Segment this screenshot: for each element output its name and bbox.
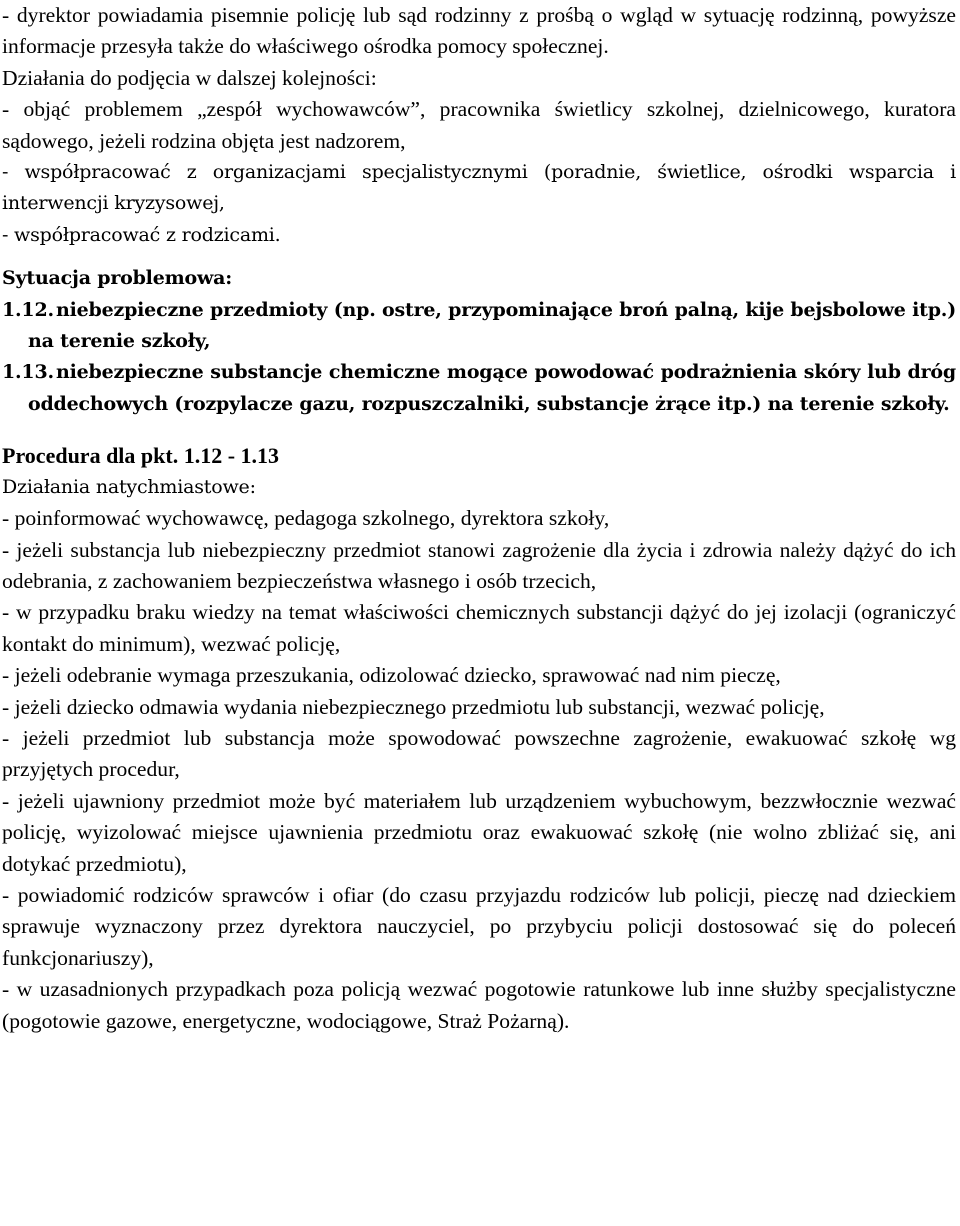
situation-item-text: niebezpieczne substancje chemiczne mogące powodować podrażnienia skóry lub dróg oddechowych (rozpylacze gazu, rozpuszczalniki, substancje żrące itp.) na terenie szkoły. xyxy=(28,361,956,415)
procedure-heading: Procedura dla pkt. 1.12 - 1.13 xyxy=(2,443,280,469)
situation-heading: Sytuacja problemowa: xyxy=(2,267,233,290)
situation-item-number: 1.12. xyxy=(2,298,54,321)
procedure-section xyxy=(2,440,956,1037)
procedure-item-notify-parents: - powiadomić rodziców sprawców i ofiar (do czasu przyjazdu rodziców lub policji, pieczę nad dzieckiem sprawuje wyznaczony przez dyrektora nauczyciel, po przybyciu policji dostosować się do poleceń funkcjonariuszy), xyxy=(2,882,956,970)
procedure-item-search: - jeżeli odebranie wymaga przeszukania, odizolować dziecko, sprawować nad nim pieczę, xyxy=(2,663,781,688)
situation-item-1-13 xyxy=(2,357,956,420)
immediate-actions-heading: Działania natychmiastowe: xyxy=(2,475,256,498)
procedure-item-evacuate: - jeżeli przedmiot lub substancja może spowodować powszechne zagrożenie, ewakuować szkołę wg przyjętych procedur, xyxy=(2,725,956,782)
procedure-item-inform: - poinformować wychowawcę, pedagoga szkolnego, dyrektora szkoły, xyxy=(2,506,610,531)
paragraph-cooperate-parents: - współpracować z rodzicami. xyxy=(2,223,281,246)
problem-situation-section xyxy=(2,263,956,420)
continued-actions-section xyxy=(2,0,956,251)
paragraph-cooperate-organizations: - współpracować z organizacjami specjalistycznymi (poradnie, świetlice, ośrodki wsparcia i interwencji kryzysowej, xyxy=(2,161,956,215)
document-page xyxy=(2,0,956,1037)
paragraph-involve-team: - objąć problemem „zespół wychowawców”, pracownika świetlicy szkolnej, dzielnicowego, kuratora sądowego, jeżeli rodzina objęta jest nadzorem, xyxy=(2,97,956,153)
situation-item-1-12 xyxy=(2,295,956,358)
paragraph-notify-police: - dyrektor powiadamia pisemnie policję lub sąd rodzinny z prośbą o wgląd w sytuację rodzinną, powyższe informacje przesyła także do właściwego ośrodka pomocy społecznej. xyxy=(2,3,956,59)
procedure-item-take-away: - jeżeli substancja lub niebezpieczny przedmiot stanowi zagrożenie dla życia i zdrowia należy dążyć do ich odebrania, z zachowaniem bezpieczeństwa własnego i osób trzecich, xyxy=(2,537,956,593)
procedure-item-emergency-services: - w uzasadnionych przypadkach poza policją wezwać pogotowie ratunkowe lub inne służby specjalistyczne (pogotowie gazowe, energetyczne, wodociągowe, Straż Pożarną). xyxy=(2,977,956,1033)
situation-item-number: 1.13. xyxy=(2,361,54,384)
procedure-item-explosive: - jeżeli ujawniony przedmiot może być materiałem lub urządzeniem wybuchowym, bezzwłocznie wezwać policję, wyizolować miejsce ujawnienia przedmiotu oraz ewakuować szkołę (nie wolno zbliżać się, ani dotykać przedmiotu), xyxy=(2,788,956,876)
situation-item-text: niebezpieczne przedmioty (np. ostre, przypominające broń palną, kije bejsbolowe itp.) na terenie szkoły, xyxy=(28,298,956,353)
procedure-item-refuse: - jeżeli dziecko odmawia wydania niebezpiecznego przedmiotu lub substancji, wezwać policję, xyxy=(2,694,825,719)
procedure-item-isolate-substance: - w przypadku braku wiedzy na temat właściwości chemicznych substancji dążyć do jej izolacji (ograniczyć kontakt do minimum), wezwać policję, xyxy=(2,600,956,656)
further-actions-heading: Działania do podjęcia w dalszej kolejności: xyxy=(2,65,377,90)
